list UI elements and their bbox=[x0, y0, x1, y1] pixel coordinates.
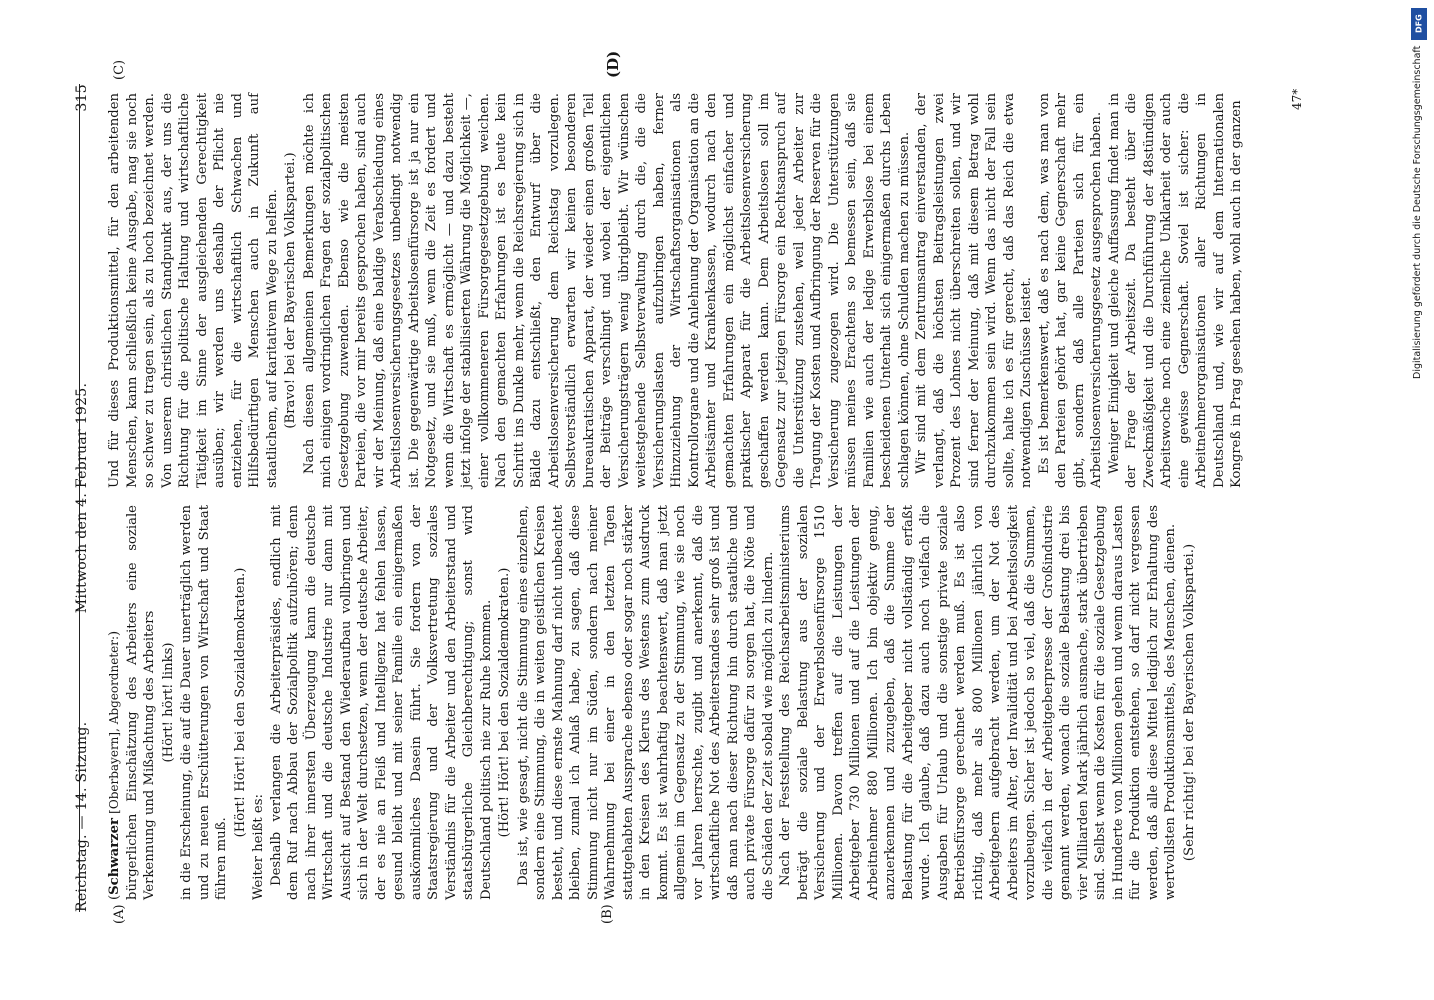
running-head-left: Reichstag. — 14. Sitzung. bbox=[74, 721, 90, 912]
interjection: (Hört! Hört! bei den Sozialdemokraten.) bbox=[497, 567, 512, 838]
dfg-logo: DFG bbox=[1411, 8, 1427, 40]
paragraph: Weiter heißt es: bbox=[251, 794, 266, 900]
running-head bbox=[74, 84, 90, 912]
section-marker-a: (A) bbox=[112, 904, 127, 924]
interjection: (Hört! Hört! bei den Sozialdemokraten.) bbox=[232, 567, 248, 838]
left-column bbox=[106, 505, 1199, 900]
paragraph: Weniger Einigkeit und gleiche Auffassung findet man in der Frage der Arbeitszeit. Da besteht über die Zweckmäßigkeit und die Durchführung der 48stündigen Arbeitswoche noch eine ziemliche Unklarheit oder auch eine gewisse Gegnerschaft. Soviel ist sicher: die Arbeitnehmerorganisationen aller Richtungen in Deutschland und, wie wir auf dem Internationalen Kongreß in Prag gesehen haben, wohl auch in der ganzen bbox=[1106, 93, 1244, 488]
speaker-name: Schwarzer bbox=[107, 818, 122, 895]
section-marker-d: (D) bbox=[604, 50, 622, 78]
paragraph: in die Erscheinung, die auf die Dauer unerträglich werden und zu neuen Erschütterungen von Wirtschaft und Staat führen muß. bbox=[179, 505, 229, 900]
section-marker-c: (C) bbox=[112, 59, 127, 80]
digitization-credit: Digitalisierung gefördert durch die Deutsche Forschungsgemeinschaft bbox=[1412, 46, 1423, 380]
quoted-paragraph: Deshalb verlangen die Arbeiterpräsides, endlich mit dem Ruf nach Abbau der Sozialpolitik aufzuhören; denn nach ihrer innersten Überzeugung kann die deutsche Wirtschaft und die deutsche Industrie nur dann mit Aussicht auf Bestand den Wiederaufbau vollbringen und sich in der Welt durchsetzen, wenn der deutsche Arbeiter, der es nie an Fleiß und Intelligenz hat fehlen lassen, gesund bleibt und mit seiner Familie ein einigermaßen auskömmliches Dasein führt. Sie fordern von der Staatsregierung und der Volksvertretung soziales Verständnis für die Arbeiter und den Arbeiterstand und staatsbürgerliche Gleichberechtigung; sonst wird Deutschland politisch nie zur Ruhe kommen. bbox=[268, 505, 494, 900]
paragraph: Nach diesen allgemeinen Bemerkungen möchte ich mich einigen vordringlichen Fragen der sozialpolitischen Gesetzgebung zuwenden. Ebenso wie die meisten Parteien, die vor mir bereits gesprochen haben, sind auch wir der Meinung, daß eine baldige Verabschiedung eines Arbeitslosenversicherungsgesetzes unbedingt notwendig ist. Die gegenwärtige Arbeitslosenfürsorge ist ja nur ein Notgesetz, und sie muß, wenn die Zeit es fordert und wenn die Wirtschaft es ermöglicht — und dazu besteht jetzt infolge der stabilisierten Währung die Möglichkeit —, einer vollkommeneren Fürsorgegesetzgebung weichen. Nach den gemachten Erfahrungen ist es heute kein Schritt ins Dunkle mehr, wenn die Reichsregierung sich in Bälde dazu entschließt, den Entwurf über die Arbeitslosenversicherung dem Reichstag vorzulegen. Selbstverständlich erwarten wir keinen besonderen bureaukratischen Apparat, der wieder einen großen Teil der Beiträge verschlingt und wobei der eigentlichen Versicherungsträgern wenig übrigbleibt. Wir wünschen weitestgehende Selbstverwaltung durch die, die die Versicherungslasten aufzubringen haben, ferner Hinzuziehung der Wirtschaftsorganisationen als Kontrollorgane und die Anlehnung der Organisation an die Arbeitsämter und Krankenkassen, wodurch nach den gemachten Erfahrungen ein möglichst einfacher und praktischer Apparat für die Arbeitslosenversicherung geschaffen werden kann. Dem Arbeitslosen soll im Gegensatz zur jetzigen Fürsorge ein Rechtsanspruch auf die Unterstützung zustehen, weil jeder Arbeiter zur Tragung der Kosten und Aufbringung der Reserven für die Versicherung zugezogen wird. Die Unterstützungen müssen meines Erachtens so bemessen sein, daß sie Familien wie auch der ledige Erwerbslose bei einem bescheidenen Unterhalt sich einigermaßen durchs Leben schlagen können, ohne Schulden machen zu müssen. bbox=[301, 93, 912, 488]
speaker-line: (Schwarzer [Oberbayern], Abgeordneter:) bbox=[107, 630, 122, 900]
paragraph: Nach der Feststellung des Reichsarbeitsministeriums beträgt die soziale Belastung aus der sozialen Versicherung und der Erwerbslosenfürsorge 1510 Millionen. Davon treffen auf die Leistungen der Arbeitgeber 730 Millionen und auf die Leistungen der Arbeitnehmer 880 Millionen. Ich bin objektiv genug, anzuerkennen und zuzugeben, daß die Summe der Belastung für die Arbeitgeber nicht vollständig erfaßt wurde. Ich glaube, daß dazu auch noch vielfach die Ausgaben für Urlaub und die sonstige private soziale Betriebsfürsorge gerechnet werden muß. Es ist also richtig, daß mehr als 800 Millionen jährlich von Arbeitgebern aufgebracht werden, um der Not des Arbeiters im Alter, der Invalidität und bei Arbeitslosigkeit vorzubeugen. Sicher ist jedoch so viel, daß die Summen, die vielfach in der Arbeitgeberpresse der Großindustrie genannt werden, wonach die soziale Belastung drei bis vier Milliarden Mark jährlich ausmache, stark übertrieben sind. Selbst wenn die Kosten für die soziale Gesetzgebung in Hunderte von Millionen gehen und wenn daraus Lasten für die Produktion entstehen, so darf nicht vergessen werden, daß alle diese Mittel lediglich zur Erhaltung des wertvollsten Produktionsmittels, des Menschen, dienen. bbox=[778, 505, 1178, 900]
speaker-note: [Oberbayern], Abgeordneter: bbox=[107, 635, 121, 814]
section-marker-b: (B) bbox=[600, 904, 615, 924]
signature-mark: 47* bbox=[1290, 88, 1304, 110]
right-column bbox=[106, 93, 1246, 488]
paragraph: Wir sind mit dem Zentrumsantrag einverstanden, der verlangt, daß die höchsten Beitragsleistungen zwei Prozent des Lohnes nicht überschreiten sollen, und wir sind ferner der Meinung, daß mit diesem Betrag wohl durchzukommen sein wird. Wenn das nicht der Fall sein sollte, halte ich es für gerecht, daß das Reich die etwa notwendigen Zuschüsse leistet. bbox=[914, 93, 1034, 488]
paragraph: bürgerlichen Einschätzung des Arbeiters eine soziale Verkennung und Mißachtung des Arbeiters bbox=[124, 505, 157, 900]
running-head-date: Mittwoch den 4. Februar 1925. bbox=[74, 382, 90, 614]
interjection: (Bravo! bei der Bayerischen Volkspartei.) bbox=[283, 152, 298, 429]
digitization-sidebar bbox=[1410, 8, 1428, 988]
interjection: (Sehr richtig! bei der Bayerischen Volkspartei.) bbox=[1181, 543, 1197, 862]
interjection: (Hört! hört! links) bbox=[160, 642, 176, 763]
paragraph: Das ist, wie gesagt, nicht die Stimmung eines einzelnen, sondern eine Stimmung, die in weiten geistlichen Kreisen besteht, und diese ernste Mahnung darf nicht unbeachtet bleiben, zumal ich Anlaß habe, zu sagen, daß diese Stimmung nicht nur im Süden, sondern nach meiner Wahrnehmung bei einer in den letzten Tagen stattgehabten Aussprache ebenso oder sogar noch stärker in den Kreisen des Klerus des Westens zum Ausdruck kommt. Es ist wahrhaftig beachtenswert, daß man jetzt allgemein im Gegensatz zu der Stimmung, wie sie noch vor Jahren herrschte, zugibt und anerkennt, daß die wirtschaftliche Not des Arbeiterstandes sehr groß ist und daß man nach dieser Richtung hin durch staatliche und auch private Fürsorge dafür zu sorgen hat, die Nöte und die Schäden der Zeit sobald wie möglich zu lindern. bbox=[515, 505, 776, 900]
paragraph: Es ist bemerkenswert, daß es nach dem, was man von den Parteien gehört hat, gar keine Gegnerschaft mehr gibt, sondern daß alle Parteien sich für ein Arbeitslosenversicherungsgesetz ausgesprochen haben. bbox=[1036, 93, 1104, 488]
page-number: 315 bbox=[74, 84, 90, 112]
paragraph: Und für dieses Produktionsmittel, für den arbeitenden Menschen, kann schließlich keine Ausgabe, mag sie noch so schwer zu tragen sein, als zu hoch bezeichnet werden. Von unserem christlichen Standpunkt aus, der uns die Richtung für die politische Haltung und wirtschaftliche Tätigkeit im Sinne der ausgleichenden Gerechtigkeit ausüben; wir werden uns deshalb der Pflicht nie entziehen, für die wirtschaftlich Schwachen und Hilfsbedürftigen Menschen auch in Zukunft auf staatlichem, auf karitativem Wege zu helfen. bbox=[107, 93, 280, 488]
